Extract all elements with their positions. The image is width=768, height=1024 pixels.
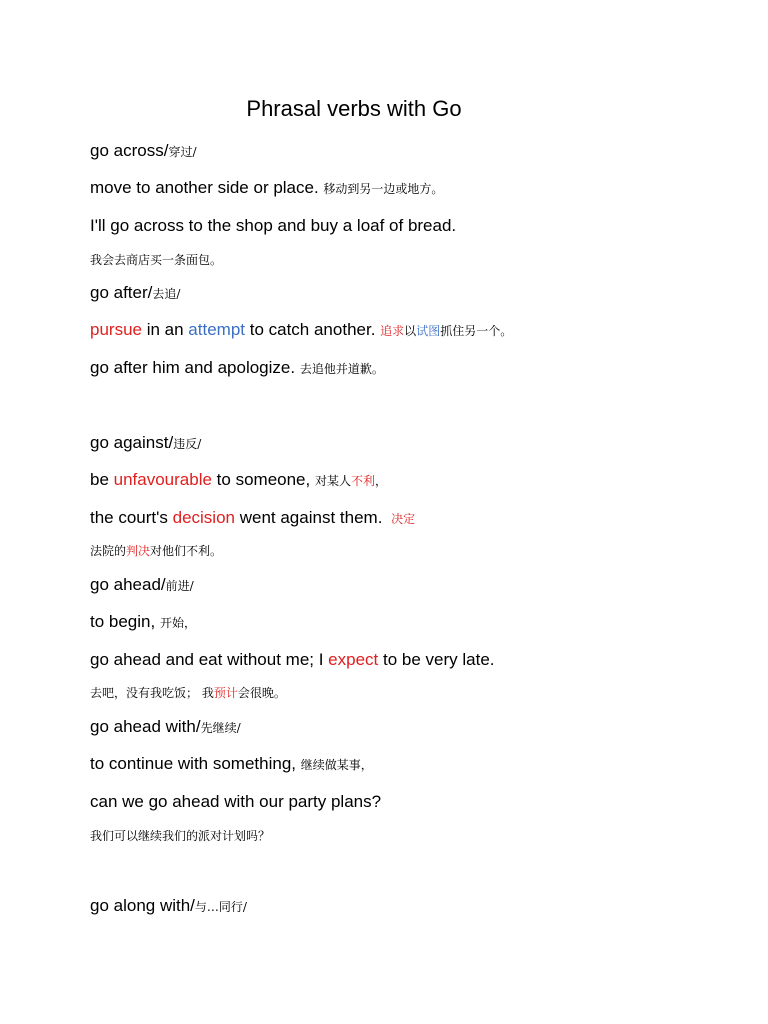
example-translation: 会很晚。 [237,686,286,700]
example-translation: 去吧，没有我吃饭； 我 [90,686,214,700]
phrase-translation: 先继续/ [200,721,241,735]
example-text: went against them. [235,508,383,527]
definition-translation: 抓住另一个。 [440,324,513,338]
definition-text: to someone, [211,470,311,489]
keyword-decision: decision [172,508,235,527]
example-text: I'll go across to the shop and buy a loaf of bread. [90,216,457,235]
example-translation: 去追他并道歉。 [299,362,384,376]
phrase-translation: 违反/ [173,437,202,451]
example-text: to be very late. [378,650,495,669]
example-translation-go-against [90,541,222,561]
phrase-text: go ahead/ [90,575,166,594]
definition-translation: 开始， [159,616,196,630]
example-go-after [90,356,384,381]
example-go-against [90,506,415,531]
keyword-attempt: attempt [188,320,245,339]
definition-translation: 移动到另一边或地方。 [323,182,444,196]
definition-translation: ， [375,474,388,488]
definition-text: move to another side or place. [90,178,319,197]
phrase-text: go ahead with/ [90,717,201,736]
example-translation: 对他们不利。 [150,544,223,558]
keyword-translation-expect: 预计 [213,686,238,700]
definition-text: to continue with something, [90,754,297,773]
phrase-heading-go-along-with [90,894,247,919]
keyword-unfavourable: unfavourable [113,470,212,489]
phrase-translation: 去追/ [152,287,181,301]
example-translation: 法院的 [90,544,127,558]
definition-translation: 以 [404,324,417,338]
definition-translation: 继续做某事， [300,758,373,772]
keyword-translation-pursue: 追求 [380,324,405,338]
example-text: can we go ahead with our party plans? [90,792,382,811]
phrase-translation: 与…同行/ [194,900,247,914]
example-go-across [90,214,456,238]
definition-translation: 对某人 [314,474,351,488]
keyword-translation-unfavourable: 不利 [350,474,375,488]
definition-text: to catch another. [245,320,376,339]
definition-go-ahead [90,610,196,635]
keyword-pursue: pursue [90,320,142,339]
definition-go-ahead-with [90,752,373,777]
example-text: the court's [90,508,173,527]
definition-text: to begin, [90,612,156,631]
phrase-text: go along with/ [90,896,195,915]
keyword-translation-decision: 决定 [391,512,416,526]
keyword-expect: expect [328,650,379,669]
example-translation-go-ahead-with: 我们可以继续我们的派对计划吗？ [90,829,271,843]
phrase-translation: 穿过/ [168,145,197,159]
example-go-ahead [90,648,495,672]
phrase-text: go across/ [90,141,169,160]
example-translation-go-across: 我会去商店买一条面包。 [90,253,223,267]
example-text: go after him and apologize. [90,358,296,377]
keyword-translation-judgment: 判决 [126,544,151,558]
example-go-ahead-with [90,790,381,814]
phrase-translation: 前进/ [165,579,194,593]
definition-go-after [90,318,512,343]
phrase-heading-go-ahead [90,573,194,598]
example-translation-go-ahead [90,683,286,703]
phrase-heading-go-across [90,139,196,164]
phrase-heading-go-after [90,281,180,306]
definition-go-against [90,468,387,493]
keyword-translation-attempt: 试图 [416,324,441,338]
definition-go-across [90,176,443,201]
definition-text: be [90,470,114,489]
phrase-heading-go-against [90,431,201,456]
phrase-text: go against/ [90,433,174,452]
page-title: Phrasal verbs with Go [246,96,462,121]
phrase-text: go after/ [90,283,153,302]
definition-text: in an [141,320,189,339]
example-text: go ahead and eat without me; I [90,650,329,669]
phrase-heading-go-ahead-with [90,715,241,740]
